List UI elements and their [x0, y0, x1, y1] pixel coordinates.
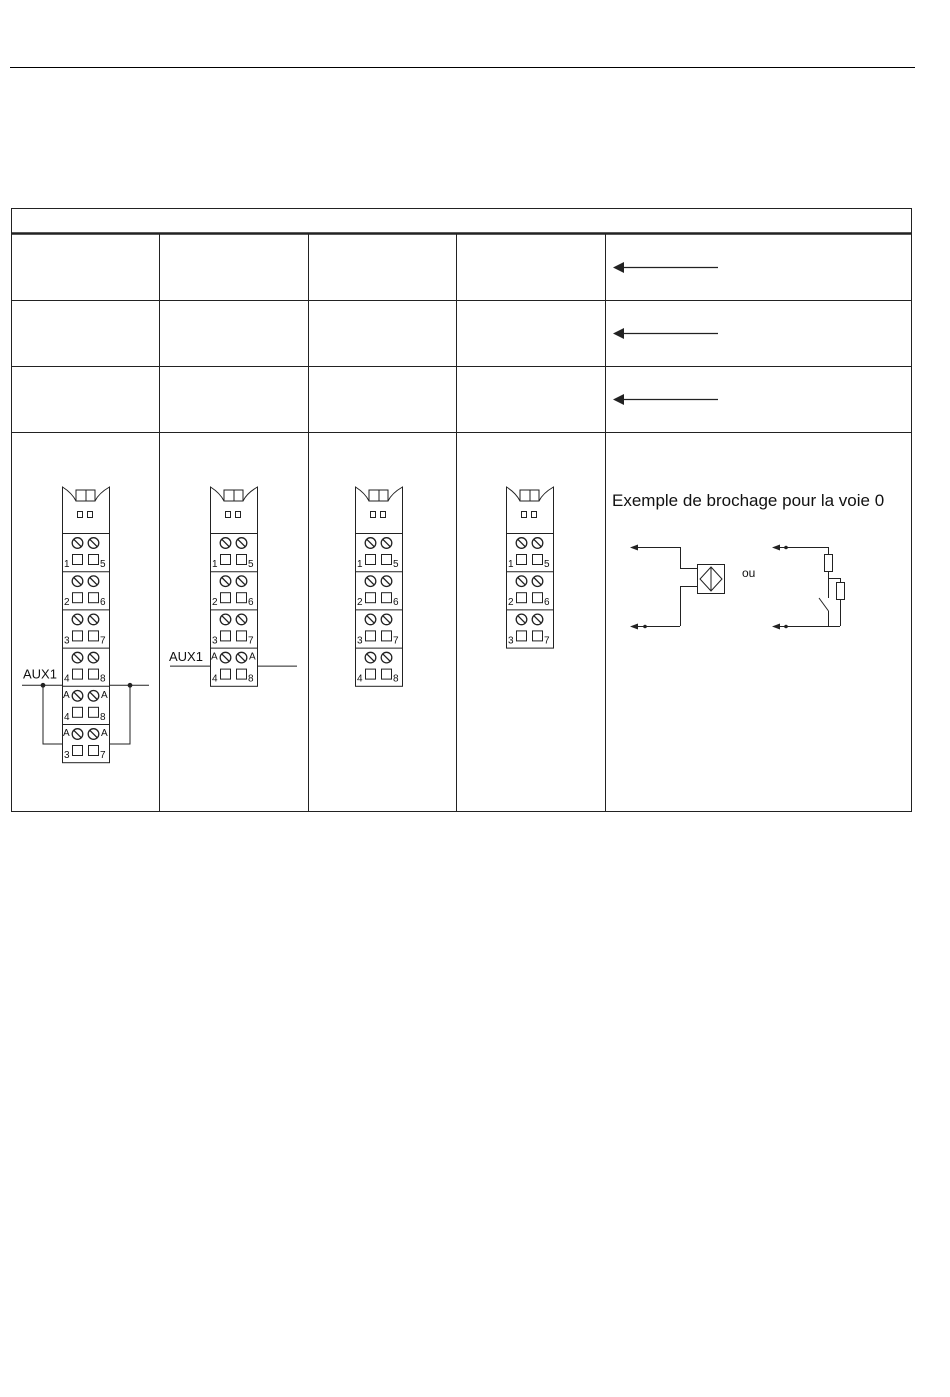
terminal-led-left	[522, 512, 527, 518]
aux1-label: AUX1	[169, 649, 203, 665]
terminal-block-2	[169, 487, 297, 686]
screw-left-icon	[516, 614, 527, 625]
clamp-right	[237, 555, 247, 565]
terminal-led-left	[371, 512, 376, 518]
screw-left-icon	[72, 729, 83, 740]
pin-label-left: 2	[508, 597, 514, 609]
aux-marker-left: A	[211, 651, 218, 663]
screw-left-icon	[220, 576, 231, 587]
aux-marker-right: A	[101, 689, 108, 701]
pin-label-right: 7	[544, 635, 550, 647]
clamp-right	[382, 593, 392, 603]
clamp-left	[73, 555, 83, 565]
switch-dot-top	[784, 546, 788, 550]
switch-out-arrowhead-bottom	[772, 624, 780, 630]
pin-label-left: 2	[212, 597, 218, 609]
terminal-row-3	[506, 610, 554, 647]
clamp-left	[517, 593, 527, 603]
pin-label-left: 3	[64, 750, 70, 761]
clamp-left	[366, 555, 376, 565]
screw-left-icon-slot	[367, 616, 374, 623]
screw-left-icon-slot	[74, 578, 81, 585]
screw-left-icon-slot	[222, 578, 229, 585]
terminal-row-5	[62, 686, 110, 723]
screw-left-icon-slot	[518, 539, 525, 546]
row-arrows	[613, 262, 718, 405]
pin-label-left: 1	[357, 559, 363, 570]
terminal-led-right	[381, 512, 386, 518]
example-title: Exemple de brochage pour la voie 0	[612, 491, 885, 510]
screw-right-icon	[236, 614, 247, 625]
aux1-bridge-left	[43, 685, 62, 744]
terminal-row-2	[62, 572, 110, 609]
clamp-right	[533, 631, 543, 641]
screw-left-icon-slot	[74, 539, 81, 546]
screw-left-icon	[72, 691, 83, 702]
aux-marker-right: A	[101, 728, 108, 739]
aux-marker-right: A	[249, 651, 256, 663]
terminal-body	[507, 534, 554, 649]
terminal-row-2	[355, 572, 403, 609]
terminal-row-4	[62, 648, 110, 685]
clamp-right	[89, 669, 99, 679]
pin-label-right: 7	[248, 635, 254, 647]
screw-left-icon	[72, 538, 83, 549]
clamp-left	[73, 593, 83, 603]
terminal-led-right	[236, 512, 241, 518]
screw-left-icon	[516, 576, 527, 587]
pin-label-left: 3	[64, 635, 70, 647]
screw-right-icon	[88, 614, 99, 625]
pin-label-left: 2	[64, 597, 70, 609]
screw-right-icon-slot	[534, 539, 541, 546]
clamp-right	[237, 631, 247, 641]
screw-left-icon-slot	[74, 730, 81, 737]
pin-label-left: 4	[357, 673, 363, 685]
screw-right-icon	[381, 538, 392, 549]
pin-label-left: 4	[64, 673, 70, 685]
screw-left-icon-slot	[222, 654, 229, 661]
terminal-led-left	[226, 512, 231, 518]
resistor-top	[825, 555, 833, 572]
terminal-row-3	[210, 610, 258, 647]
screw-right-icon-slot	[534, 616, 541, 623]
screw-right-icon	[381, 576, 392, 587]
clamp-left	[73, 669, 83, 679]
clamp-left	[73, 707, 83, 717]
arrow-row-2	[613, 328, 718, 339]
example-wiring	[612, 491, 884, 630]
terminal-block-4	[506, 487, 554, 648]
pin-label-right: 6	[100, 597, 106, 609]
clamp-right	[89, 593, 99, 603]
screw-right-icon	[236, 652, 247, 663]
terminal-row-3	[355, 610, 403, 647]
terminal-row-2	[506, 572, 554, 609]
screw-left-icon	[516, 538, 527, 549]
table-border	[12, 209, 912, 812]
clamp-left	[73, 631, 83, 641]
pin-label-right: 8	[100, 673, 106, 685]
screw-right-icon-slot	[90, 616, 97, 623]
clamp-right	[533, 593, 543, 603]
clamp-right	[533, 555, 543, 565]
pin-label-right: 7	[100, 635, 106, 647]
pin-label-right: 6	[544, 597, 550, 609]
screw-left-icon	[365, 614, 376, 625]
pin-label-right: 8	[393, 673, 399, 685]
aux-marker-left: A	[63, 728, 70, 739]
screw-left-icon	[365, 652, 376, 663]
terminal-row-1	[64, 538, 106, 570]
terminal-block-1	[22, 487, 149, 763]
pin-label-left: 3	[212, 635, 218, 647]
screw-left-icon	[72, 652, 83, 663]
screw-right-icon-slot	[90, 539, 97, 546]
aux1-label: AUX1	[23, 666, 57, 682]
screw-right-icon	[88, 729, 99, 740]
resistor-parallel	[837, 583, 845, 600]
screw-right-icon	[88, 576, 99, 587]
screw-left-icon	[220, 538, 231, 549]
clamp-right	[89, 631, 99, 641]
screw-right-icon-slot	[238, 539, 245, 546]
pin-label-right: 8	[100, 711, 106, 723]
screw-right-icon	[88, 691, 99, 702]
clamp-right	[382, 631, 392, 641]
pin-label-left: 4	[64, 711, 70, 723]
terminal-head	[507, 487, 554, 533]
arrow-row-1	[613, 262, 718, 273]
terminal-block-3	[355, 487, 403, 686]
terminal-row-1	[508, 538, 550, 570]
screw-left-icon	[72, 614, 83, 625]
screw-left-icon	[220, 652, 231, 663]
aux1-bridge-right	[110, 685, 130, 744]
clamp-left	[366, 669, 376, 679]
screw-right-icon	[88, 652, 99, 663]
terminal-led-right	[88, 512, 93, 518]
screw-right-icon-slot	[238, 578, 245, 585]
pin-label-right: 7	[100, 750, 106, 761]
pin-label-right: 6	[393, 597, 399, 609]
terminal-head	[63, 487, 110, 533]
sensor-out-arrowhead-top	[630, 545, 638, 551]
switch-out-arrowhead-top	[772, 545, 780, 551]
screw-left-icon-slot	[222, 539, 229, 546]
pin-label-left: 1	[508, 559, 514, 570]
screw-right-icon-slot	[383, 616, 390, 623]
arrow-1-head	[613, 262, 624, 273]
pin-label-right: 5	[248, 559, 254, 570]
clamp-right	[89, 707, 99, 717]
pin-label-left: 3	[357, 635, 363, 647]
screw-right-icon-slot	[90, 578, 97, 585]
screw-left-icon-slot	[367, 654, 374, 661]
switch-dot-bottom	[784, 625, 788, 629]
screw-left-icon	[220, 614, 231, 625]
terminal-row-4	[210, 648, 258, 685]
arrow-3-head	[613, 394, 624, 405]
sensor-dot-bottom	[643, 625, 647, 629]
clamp-left	[366, 631, 376, 641]
pin-label-left: 1	[64, 559, 70, 570]
screw-right-icon	[236, 576, 247, 587]
pin-label-left: 1	[212, 559, 218, 570]
screw-left-icon	[72, 576, 83, 587]
pin-label-right: 8	[248, 673, 254, 685]
clamp-right	[89, 746, 99, 756]
aux1-connection	[22, 683, 149, 744]
screw-right-icon-slot	[383, 539, 390, 546]
screw-right-icon	[532, 538, 543, 549]
terminal-head	[211, 487, 258, 533]
screw-left-icon	[365, 538, 376, 549]
clamp-right	[382, 555, 392, 565]
screw-right-icon-slot	[383, 654, 390, 661]
screw-left-icon-slot	[518, 578, 525, 585]
screw-left-icon-slot	[222, 616, 229, 623]
clamp-left	[221, 631, 231, 641]
clamp-left	[73, 746, 83, 756]
contact-switch-symbol	[772, 545, 845, 630]
screw-right-icon	[88, 538, 99, 549]
screw-right-icon	[381, 614, 392, 625]
pin-label-right: 7	[393, 635, 399, 647]
pin-label-left: 2	[357, 597, 363, 609]
pin-label-right: 5	[544, 559, 550, 570]
terminal-led-left	[78, 512, 83, 518]
screw-left-icon-slot	[367, 539, 374, 546]
table-grid	[11, 209, 912, 813]
or-label: ou	[742, 566, 756, 580]
clamp-left	[517, 555, 527, 565]
screw-left-icon-slot	[74, 692, 81, 699]
clamp-left	[221, 593, 231, 603]
pin-label-right: 6	[248, 597, 254, 609]
screw-right-icon-slot	[90, 654, 97, 661]
screw-right-icon-slot	[238, 616, 245, 623]
pin-label-left: 3	[508, 635, 514, 647]
screw-right-icon	[532, 614, 543, 625]
switch-contact	[819, 598, 829, 611]
clamp-left	[221, 555, 231, 565]
clamp-right	[382, 669, 392, 679]
terminal-head	[356, 487, 403, 533]
terminal-row-6	[62, 725, 110, 762]
terminal-blocks	[22, 487, 554, 763]
screw-right-icon	[236, 538, 247, 549]
clamp-left	[221, 669, 231, 679]
aux-marker-left: A	[63, 689, 70, 701]
screw-right-icon-slot	[90, 692, 97, 699]
clamp-right	[89, 555, 99, 565]
clamp-right	[237, 669, 247, 679]
terminal-row-2	[210, 572, 258, 609]
proximity-sensor-symbol	[630, 545, 725, 630]
screw-right-icon-slot	[238, 654, 245, 661]
screw-right-icon-slot	[534, 578, 541, 585]
terminal-row-3	[62, 610, 110, 647]
screw-left-icon-slot	[518, 616, 525, 623]
terminal-row-1	[212, 538, 254, 570]
arrow-2-head	[613, 328, 624, 339]
screw-left-icon	[365, 576, 376, 587]
screw-right-icon	[532, 576, 543, 587]
terminal-row-1	[357, 538, 399, 570]
screw-left-icon-slot	[367, 578, 374, 585]
terminal-led-right	[532, 512, 537, 518]
clamp-right	[237, 593, 247, 603]
pin-label-left: 4	[212, 673, 218, 685]
screw-right-icon-slot	[383, 578, 390, 585]
screw-left-icon-slot	[74, 654, 81, 661]
pin-label-right: 5	[100, 559, 106, 570]
screw-left-icon-slot	[74, 616, 81, 623]
screw-right-icon	[381, 652, 392, 663]
clamp-left	[517, 631, 527, 641]
pin-label-right: 5	[393, 559, 399, 570]
arrow-row-3	[613, 394, 718, 405]
screw-right-icon-slot	[90, 730, 97, 737]
sensor-out-arrowhead-bottom	[630, 624, 638, 630]
terminal-row-4	[355, 648, 403, 685]
clamp-left	[366, 593, 376, 603]
